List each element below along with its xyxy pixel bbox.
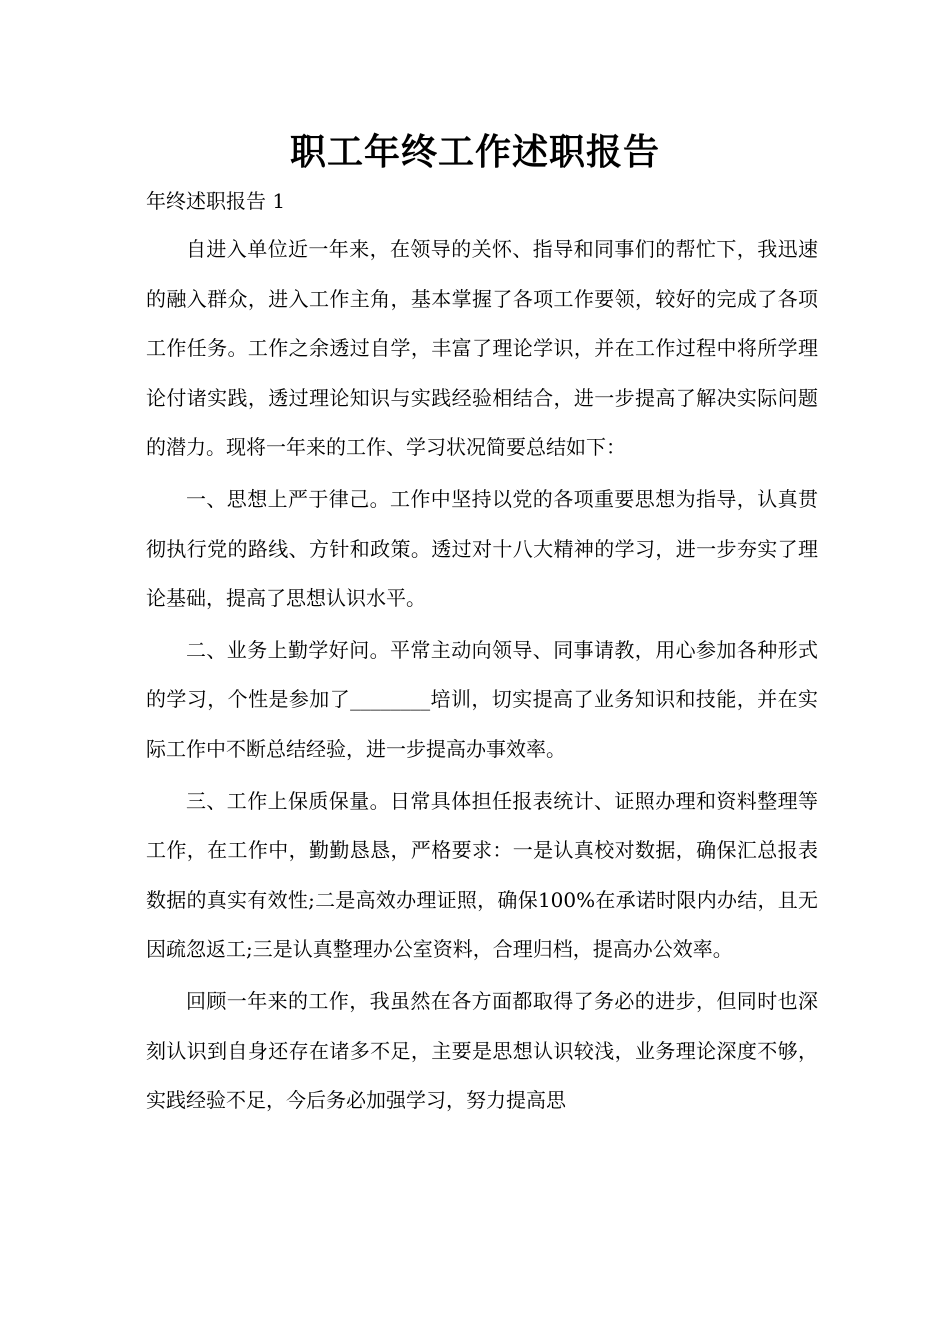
paragraph-business: 二、业务上勤学好问。平常主动向领导、同事请教，用心参加各种形式的学习，个性是参加了________培训，切实提高了业务知识和技能，并在实际工作中不断总结经验，进一步提高办事效率。 xyxy=(146,637,818,761)
paragraph-intro: 自进入单位近一年来，在领导的关怀、指导和同事们的帮忙下，我迅速的融入群众，进入工作主角，基本掌握了各项工作要领，较好的完成了各项工作任务。工作之余透过自学，丰富了理论学识，并在工作过程中将所学理论付诸实践，透过理论知识与实践经验相结合，进一步提高了解决实际问题的潜力。现将一年来的工作、学习状况简要总结如下： xyxy=(146,237,818,460)
paragraph-review: 回顾一年来的工作，我虽然在各方面都取得了务必的进步，但同时也深刻认识到自身还存在诸多不足，主要是思想认识较浅，业务理论深度不够，实践经验不足，今后务必加强学习，努力提高思 xyxy=(146,988,818,1113)
document-title: 职工年终工作述职报告 xyxy=(289,132,660,173)
document-body xyxy=(146,225,818,1128)
paragraph-work-quality: 三、工作上保质保量。日常具体担任报表统计、证照办理和资料整理等工作，在工作中，勤勤恳恳，严格要求：一是认真校对数据，确保汇总报表数据的真实有效性;二是高效办理证照，确保100%在承诺时限内办结，且无因疏忽返工;三是认真整理办公室资料，合理归档，提高办公效率。 xyxy=(146,788,818,962)
paragraph-ideology: 一、思想上严于律己。工作中坚持以党的各项重要思想为指导，认真贯彻执行党的路线、方针和政策。透过对十八大精神的学习，进一步夯实了理论基础，提高了思想认识水平。 xyxy=(146,486,818,611)
document-subtitle: 年终述职报告 1 xyxy=(146,189,286,213)
